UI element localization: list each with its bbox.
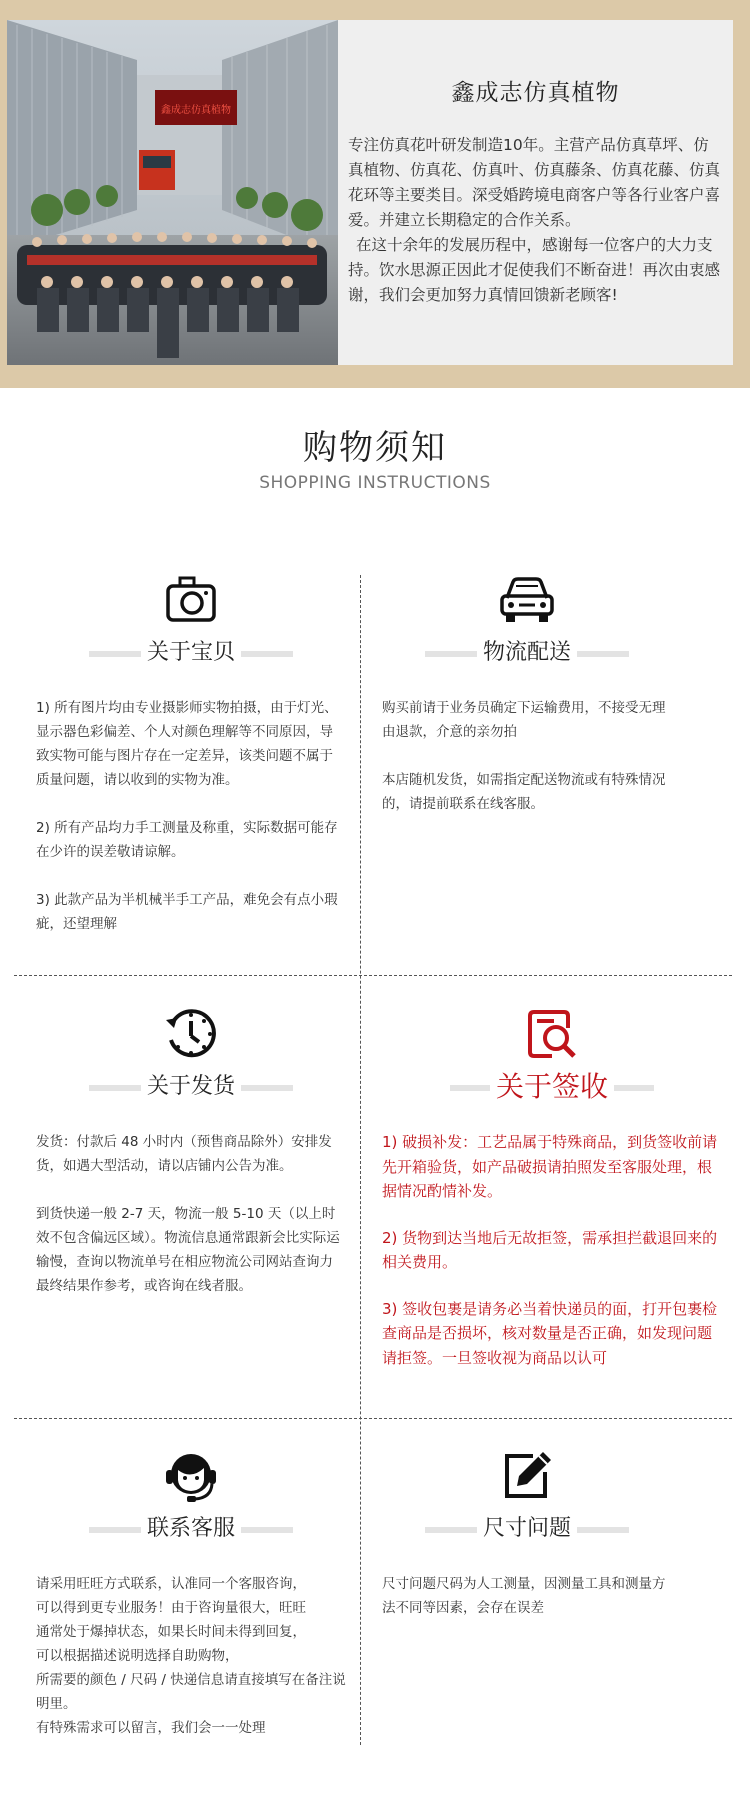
edit-icon: [499, 1448, 555, 1504]
headset-icon: [163, 1448, 219, 1504]
intro-paragraph: 在这十余年的发展历程中，感谢每一位客户的大力支持。饮水思源正因此才促使我们不断奋进！再次由衷感谢，我们会更加努力真情回馈新老顾客!: [348, 236, 721, 304]
about-item-paragraph: 2) 所有产品均力手工测量及称重，实际数据可能存在少许的误差敬请谅解。: [36, 820, 338, 860]
customer-service-line: 可以得到更专业服务！由于咨询量很大，旺旺: [36, 1600, 306, 1616]
about-item-section: [36, 572, 346, 960]
customer-service-heading: [89, 1512, 293, 1546]
receipt-paragraph: 3) 签收包裹是请务必当着快递员的面，打开包裹检查商品是否损坏，核对数量是否正确，如发现问题请拒签。一旦签收视为商品以认可: [382, 1299, 718, 1367]
shipping-section: [36, 1006, 346, 1322]
about-item-title: 关于宝贝: [141, 640, 241, 665]
receipt-body: [382, 1130, 722, 1370]
intro-paragraph: 专注仿真花叶研发制造10年。主营产品仿真草坪、仿真植物、仿真花、仿真叶、仿真藤条、仿真花藤、仿真花环等主要类目。深受婚跨境电商客户等各行业客户喜爱。并建立长期稳定的合作关系。: [348, 136, 721, 229]
logistics-section: [382, 572, 672, 840]
section-title: 购物须知: [303, 428, 447, 468]
about-item-paragraph: 3) 此款产品为半机械半手工产品，难免会有点小瑕疵，还望理解: [36, 892, 338, 932]
shipping-body: [36, 1130, 346, 1298]
factory-photo-illustration: [7, 20, 338, 365]
customer-service-line: 可以根据描述说明选择自助购物，: [36, 1648, 239, 1664]
customer-service-body: [36, 1572, 346, 1740]
section-subtitle: SHOPPING INSTRUCTIONS: [259, 473, 491, 493]
logistics-paragraph: 购买前请于业务员确定下运输费用，不接受无理由退款，介意的亲勿拍: [382, 700, 666, 740]
about-item-heading: [89, 636, 293, 670]
size-heading: [425, 1512, 629, 1546]
customer-service-line: 有特殊需求可以留言，我们会一一处理: [36, 1720, 266, 1736]
clock-icon: [163, 1006, 219, 1062]
led-sign-text: 鑫成志仿真植物: [161, 105, 231, 116]
inspect-icon: [524, 1006, 580, 1062]
logistics-title: 物流配送: [477, 640, 577, 665]
shopping-instructions-header: [0, 420, 750, 493]
logistics-paragraph: 本店随机发货，如需指定配送物流或有特殊情况的，请提前联系在线客服。: [382, 772, 666, 812]
receipt-section: [382, 1006, 722, 1392]
about-item-paragraph: 1) 所有图片均由专业摄影师实物拍摄，由于灯光、显示器色彩偏差、个人对颜色理解等不同原因，导致实物可能与图片存在一定差异，该类问题不属于质量问题，请以收到的实物为准。: [36, 700, 338, 788]
shipping-title: 关于发货: [141, 1074, 241, 1099]
company-name: 鑫成志仿真植物: [451, 80, 620, 106]
shipping-heading: [89, 1070, 293, 1104]
size-title: 尺寸问题: [477, 1516, 577, 1541]
factory-team-photo: [7, 20, 338, 365]
customer-service-line: 所需要的颜色 / 尺码 / 快递信息请直接填写在备注说明里。: [36, 1672, 346, 1712]
company-banner: [0, 0, 750, 388]
customer-service-line: 通常处于爆掉状态，如果长时间未得到回复，: [36, 1624, 306, 1640]
receipt-paragraph: 2) 货物到达当地后无故拒签，需承担拦截退回来的相关费用。: [382, 1228, 718, 1271]
size-section: [382, 1448, 672, 1644]
grid-divider-horizontal: [14, 975, 732, 976]
customer-service-title: 联系客服: [141, 1516, 241, 1541]
grid-divider-vertical: [360, 575, 361, 1745]
about-item-body: [36, 696, 346, 936]
size-paragraph: 尺寸问题尺码为人工测量，因测量工具和测量方法不同等因素，会存在误差: [382, 1576, 666, 1616]
shipping-paragraph: 发货：付款后 48 小时内（预售商品除外）安排发货，如遇大型活动，请以店铺内公告为准。: [36, 1134, 332, 1174]
receipt-title: 关于签收: [490, 1070, 614, 1103]
company-intro-panel: [338, 20, 733, 365]
car-icon: [499, 572, 555, 628]
company-intro: [348, 133, 723, 308]
receipt-heading: [450, 1070, 654, 1104]
customer-service-section: [36, 1448, 346, 1740]
logistics-body: [382, 696, 672, 816]
logistics-heading: [425, 636, 629, 670]
grid-divider-horizontal: [14, 1418, 732, 1419]
size-body: [382, 1572, 672, 1620]
camera-icon: [163, 572, 219, 628]
receipt-paragraph: 1) 破损补发：工艺品属于特殊商品，到货签收前请先开箱验货，如产品破损请拍照发至客服处理，根据情况酌情补发。: [382, 1133, 718, 1200]
shipping-paragraph: 到货快递一般 2-7 天，物流一般 5-10 天（以上时效不包含偏远区域）。物流信息通常跟新会比实际运输慢，查询以物流单号在相应物流公司网站查询力最终结果作参考，或咨询在线者服。: [36, 1206, 340, 1294]
customer-service-line: 请采用旺旺方式联系，认准同一个客服咨询，: [36, 1576, 306, 1592]
